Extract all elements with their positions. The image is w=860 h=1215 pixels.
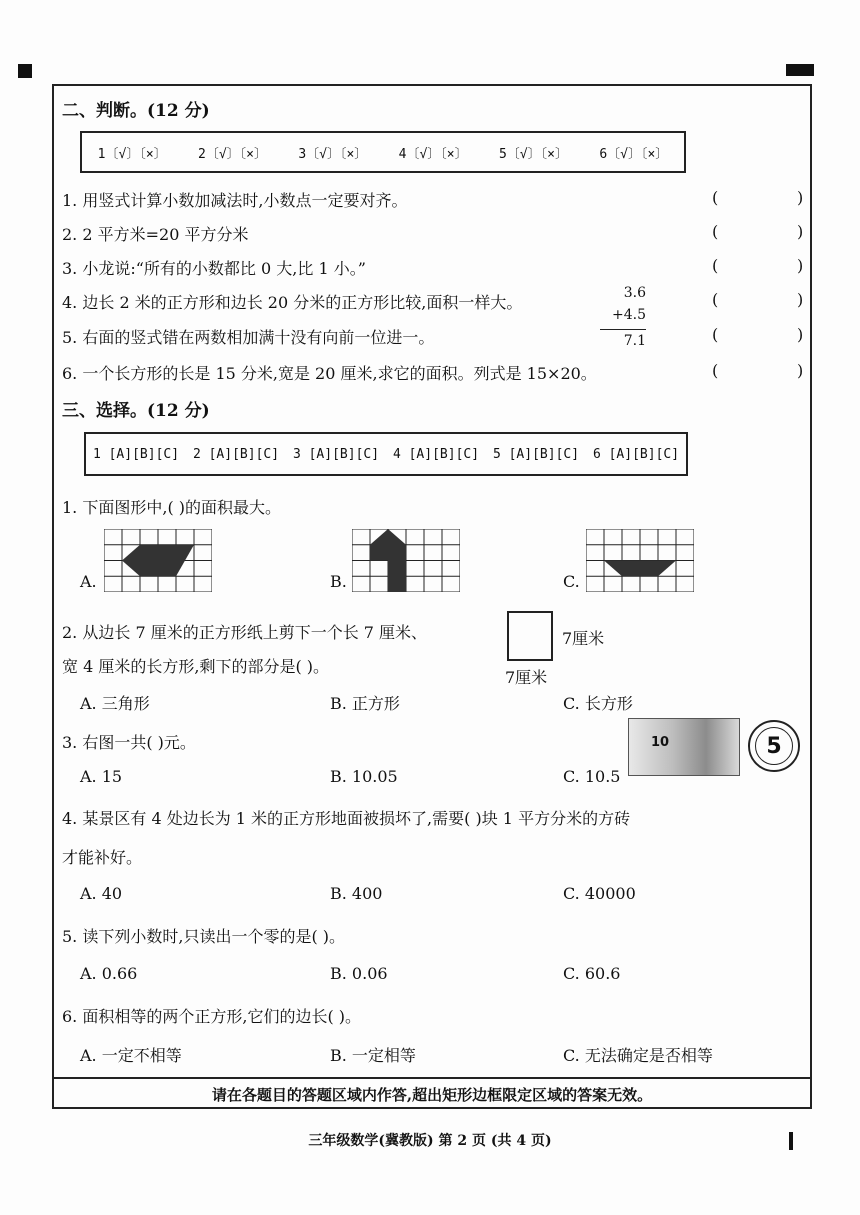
page-info: 三年级数学(冀教版) 第 2 页 (共 4 页) <box>308 1133 552 1149</box>
vertical-calculation <box>600 282 646 352</box>
answer-cell[interactable]: 3 [A][B][C] <box>292 446 380 462</box>
q1-option-c-label[interactable]: C. <box>563 572 580 591</box>
q3-option-a[interactable]: A. 15 <box>80 767 123 786</box>
q4-option-b[interactable]: B. 400 <box>330 884 383 903</box>
section3-title: 三、选择。(12 分) <box>62 401 210 421</box>
choice-q1-stem: 1. 下面图形中,( )的面积最大。 <box>62 498 282 517</box>
registration-mark-left <box>18 64 32 78</box>
choice-q4-line2: 才能补好。 <box>62 848 143 867</box>
q1-figure-b <box>352 529 460 592</box>
q3-option-c[interactable]: C. 10.5 <box>563 767 621 786</box>
q5-option-c[interactable]: C. 60.6 <box>563 964 621 983</box>
q4-option-c[interactable]: C. 40000 <box>563 884 636 903</box>
judge-item-6: 6. 一个长方形的长是 15 分米,宽是 20 厘米,求它的面积。列式是 15×20。 <box>62 364 597 383</box>
q6-option-c[interactable]: C. 无法确定是否相等 <box>563 1046 713 1065</box>
q5-option-b[interactable]: B. 0.06 <box>330 964 388 983</box>
judge-item-2: 2. 2 平方米=20 平方分米 <box>62 225 249 244</box>
section2-title: 二、判断。(12 分) <box>62 101 210 121</box>
section3-answer-box <box>84 432 688 476</box>
answer-paren-close: ) <box>797 361 804 380</box>
answer-paren-close: ) <box>797 325 804 344</box>
choice-q5-stem: 5. 读下列小数时,只读出一个零的是( )。 <box>62 927 346 946</box>
answer-area-notice: 请在各题目的答题区域内作答,超出矩形边框限定区域的答案无效。 <box>52 1077 812 1109</box>
answer-paren-open[interactable]: ( <box>712 222 719 241</box>
answer-cell[interactable]: 1 [A][B][C] <box>92 446 180 462</box>
judge-item-5: 5. 右面的竖式错在两数相加满十没有向前一位进一。 <box>62 328 435 347</box>
answer-cell[interactable]: 2 [A][B][C] <box>192 446 280 462</box>
judge-item-1: 1. 用竖式计算小数加减法时,小数点一定要对齐。 <box>62 191 408 210</box>
answer-cell[interactable]: 6 [A][B][C] <box>592 446 680 462</box>
q2-square-figure <box>507 611 553 661</box>
calc-result: 7.1 <box>600 329 646 352</box>
judge-item-4: 4. 边长 2 米的正方形和边长 20 分米的正方形比较,面积一样大。 <box>62 293 523 312</box>
q6-option-b[interactable]: B. 一定相等 <box>330 1046 416 1065</box>
addend-a: 3.6 <box>623 285 646 301</box>
judge-item-3: 3. 小龙说:“所有的小数都比 0 大,比 1 小。” <box>62 259 366 278</box>
answer-cell[interactable]: 2〔√〕〔×〕 <box>198 146 267 162</box>
answer-cell[interactable]: 4〔√〕〔×〕 <box>398 146 468 162</box>
coin-value: 5 <box>755 727 793 765</box>
q5-option-a[interactable]: A. 0.66 <box>80 964 138 983</box>
answer-cell[interactable]: 6〔√〕〔×〕 <box>599 146 669 162</box>
answer-cell[interactable]: 3〔√〕〔×〕 <box>298 146 368 162</box>
answer-cell[interactable]: 1〔√〕〔×〕 <box>97 146 167 162</box>
answer-cell[interactable]: 5 [A][B][C] <box>492 446 580 462</box>
coin-image <box>748 720 800 772</box>
choice-q4-line1: 4. 某景区有 4 处边长为 1 米的正方形地面被损坏了,需要( )块 1 平方分米的方砖 <box>62 809 631 828</box>
choice-q3-stem: 3. 右图一共( )元。 <box>62 733 196 752</box>
banknote-image <box>628 718 740 776</box>
answer-paren-close: ) <box>797 290 804 309</box>
banknote-value: 10 <box>651 735 670 750</box>
q1-figure-c <box>586 529 694 592</box>
q6-option-a[interactable]: A. 一定不相等 <box>80 1046 182 1065</box>
answer-paren-close: ) <box>797 188 804 207</box>
q1-option-b-label[interactable]: B. <box>330 572 347 591</box>
answer-cell[interactable]: 4 [A][B][C] <box>392 446 480 462</box>
q4-option-a[interactable]: A. 40 <box>80 884 123 903</box>
section2-answer-box <box>80 131 686 173</box>
answer-paren-open[interactable]: ( <box>712 325 719 344</box>
answer-paren-open[interactable]: ( <box>712 290 719 309</box>
choice-q2-line1: 2. 从边长 7 厘米的正方形纸上剪下一个长 7 厘米、 <box>62 623 428 642</box>
answer-paren-open[interactable]: ( <box>712 188 719 207</box>
answer-paren-close: ) <box>797 256 804 275</box>
q1-figure-a <box>104 529 212 592</box>
addend-b: +4.5 <box>612 307 646 323</box>
q3-option-b[interactable]: B. 10.05 <box>330 767 398 786</box>
answer-paren-open[interactable]: ( <box>712 361 719 380</box>
answer-paren-close: ) <box>797 222 804 241</box>
q2-option-c[interactable]: C. 长方形 <box>563 694 633 713</box>
q2-option-b[interactable]: B. 正方形 <box>330 694 400 713</box>
q2-side-right-label: 7厘米 <box>562 629 605 648</box>
q2-side-bottom-label: 7厘米 <box>505 668 548 687</box>
q2-option-a[interactable]: A. 三角形 <box>80 694 150 713</box>
registration-mark-right <box>786 64 814 76</box>
answer-paren-open[interactable]: ( <box>712 256 719 275</box>
q1-option-a-label[interactable]: A. <box>80 572 97 591</box>
choice-q6-stem: 6. 面积相等的两个正方形,它们的边长( )。 <box>62 1007 362 1026</box>
answer-cell[interactable]: 5〔√〕〔×〕 <box>498 146 568 162</box>
choice-q2-line2: 宽 4 厘米的长方形,剩下的部分是( )。 <box>62 657 330 676</box>
